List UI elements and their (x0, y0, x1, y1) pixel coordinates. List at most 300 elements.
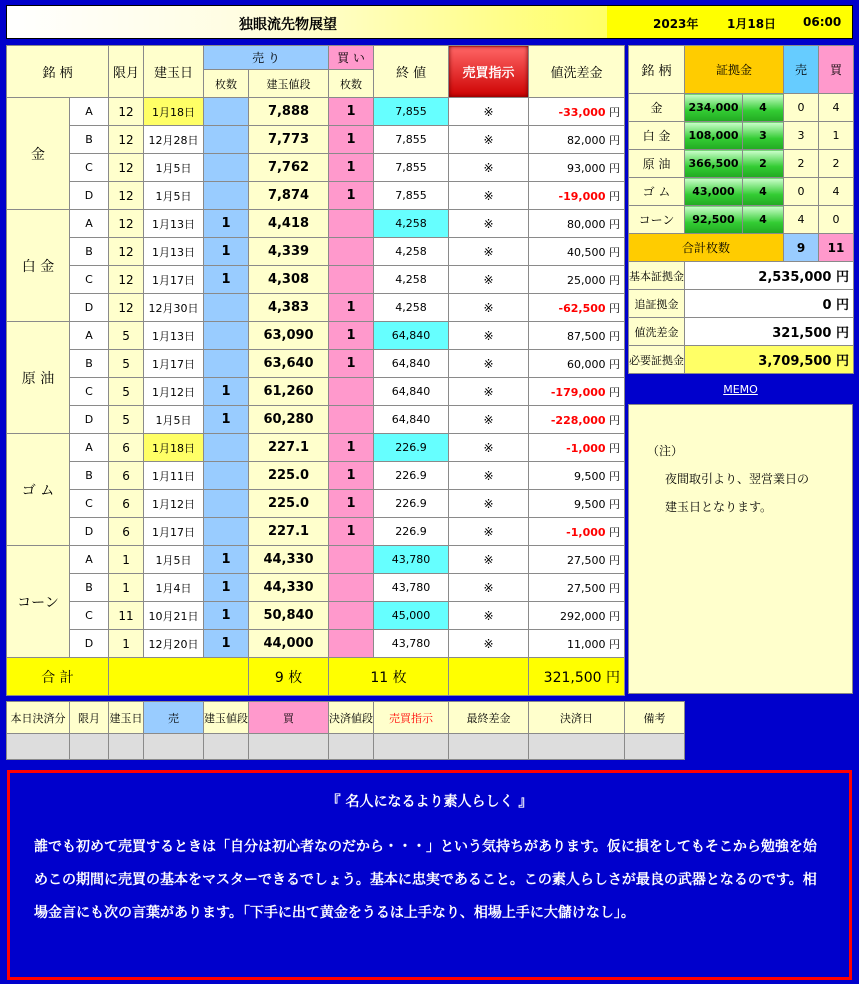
total-label: 合 計 (7, 658, 109, 696)
sub-label: C (70, 266, 109, 294)
buy-lots: 1 (329, 294, 374, 322)
buy-lots: 1 (329, 434, 374, 462)
mark-to-market-diff: 27,500 円 (529, 574, 625, 602)
table-row (7, 518, 625, 546)
margin-lots: 4 (743, 178, 784, 206)
position-price: 7,773 (249, 126, 329, 154)
sub-label: A (70, 210, 109, 238)
sub-label: C (70, 154, 109, 182)
col-header-sell-lots: 枚数 (204, 70, 249, 98)
sell-lots: 1 (204, 574, 249, 602)
table-row (7, 490, 625, 518)
trade-signal: ※ (449, 322, 529, 350)
total-sell: 9 枚 (249, 658, 329, 696)
mark-to-market-diff: 292,000 円 (529, 602, 625, 630)
position-price: 50,840 (249, 602, 329, 630)
sub-label: B (70, 238, 109, 266)
margin-lots: 2 (743, 150, 784, 178)
margin-row (629, 150, 854, 178)
summary-row (629, 262, 854, 290)
closing-price: 4,258 (374, 266, 449, 294)
settlement-empty-cell (529, 734, 625, 760)
mark-to-market-diff: -19,000 円 (529, 182, 625, 210)
message-box (7, 770, 852, 980)
sub-label: B (70, 574, 109, 602)
mark-to-market-diff: 11,000 円 (529, 630, 625, 658)
sell-lots (204, 126, 249, 154)
margin-lots: 3 (743, 122, 784, 150)
table-row (7, 378, 625, 406)
closing-price: 64,840 (374, 350, 449, 378)
header-time: 06:00 (803, 15, 842, 29)
buy-lots (329, 378, 374, 406)
table-row (7, 294, 625, 322)
position-date: 1月18日 (144, 98, 204, 126)
margin-amount: 43,000 (685, 178, 743, 206)
closing-price: 7,855 (374, 182, 449, 210)
table-row (7, 154, 625, 182)
settlement-header: 最終差金 (449, 702, 529, 734)
table-row (7, 434, 625, 462)
settlement-header: 売 (144, 702, 204, 734)
total-diff: 321,500 (543, 669, 602, 686)
position-date: 1月13日 (144, 210, 204, 238)
trade-signal: ※ (449, 266, 529, 294)
trade-signal: ※ (449, 378, 529, 406)
position-price: 4,308 (249, 266, 329, 294)
settlement-empty-cell (249, 734, 329, 760)
settlement-header: 限月 (70, 702, 109, 734)
buy-lots (329, 210, 374, 238)
sell-lots (204, 434, 249, 462)
table-row (7, 350, 625, 378)
trade-signal: ※ (449, 406, 529, 434)
position-date: 1月13日 (144, 238, 204, 266)
sell-lots: 1 (204, 266, 249, 294)
settlement-empty-cell (109, 734, 144, 760)
mark-to-market-diff: 9,500 円 (529, 462, 625, 490)
position-price: 225.0 (249, 490, 329, 518)
contract-month: 6 (109, 518, 144, 546)
contract-month: 12 (109, 182, 144, 210)
margin-row (629, 178, 854, 206)
position-date: 12月30日 (144, 294, 204, 322)
table-row (7, 182, 625, 210)
mark-to-market-diff: 87,500 円 (529, 322, 625, 350)
buy-lots: 1 (329, 126, 374, 154)
trade-signal: ※ (449, 350, 529, 378)
contract-month: 12 (109, 238, 144, 266)
trade-signal: ※ (449, 294, 529, 322)
memo-panel (628, 380, 853, 696)
col-header-buy-lots: 枚数 (329, 70, 374, 98)
closing-price: 4,258 (374, 294, 449, 322)
position-date: 1月17日 (144, 350, 204, 378)
col-header-price: 建玉値段 (249, 70, 329, 98)
margin-commodity: ゴ ム (629, 178, 685, 206)
buy-lots (329, 266, 374, 294)
sub-label: D (70, 518, 109, 546)
position-price: 7,888 (249, 98, 329, 126)
position-date: 1月13日 (144, 322, 204, 350)
position-date: 1月5日 (144, 406, 204, 434)
sell-lots: 1 (204, 378, 249, 406)
summary-value: 0 円 (685, 290, 854, 318)
trade-signal: ※ (449, 546, 529, 574)
col-header-shiji: 売買指示 (449, 46, 529, 98)
sell-lots (204, 294, 249, 322)
position-date: 1月12日 (144, 490, 204, 518)
sell-lots (204, 518, 249, 546)
buy-lots: 1 (329, 322, 374, 350)
message-title: 『 名人になるより素人らしく 』 (326, 794, 533, 810)
settlement-header: 建玉値段 (204, 702, 249, 734)
position-price: 4,418 (249, 210, 329, 238)
mark-to-market-diff: -228,000 円 (529, 406, 625, 434)
position-date: 12月20日 (144, 630, 204, 658)
settlement-header: 本日決済分 (7, 702, 70, 734)
sell-lots (204, 350, 249, 378)
sub-label: D (70, 182, 109, 210)
summary-value: 321,500 円 (685, 318, 854, 346)
total-lots-buy: 11 (819, 234, 854, 262)
contract-month: 1 (109, 546, 144, 574)
buy-lots (329, 574, 374, 602)
contract-month: 5 (109, 322, 144, 350)
contract-month: 1 (109, 574, 144, 602)
buy-lots (329, 602, 374, 630)
sell-lots (204, 182, 249, 210)
closing-price: 226.9 (374, 434, 449, 462)
closing-price: 43,780 (374, 574, 449, 602)
position-price: 7,762 (249, 154, 329, 182)
trade-signal: ※ (449, 98, 529, 126)
margin-commodity: 金 (629, 94, 685, 122)
position-price: 4,383 (249, 294, 329, 322)
buy-lots (329, 238, 374, 266)
summary-label: 基本証拠金 (629, 262, 685, 290)
margin-row (629, 206, 854, 234)
table-row (7, 406, 625, 434)
settlement-empty-cell (625, 734, 685, 760)
buy-lots (329, 546, 374, 574)
position-price: 63,090 (249, 322, 329, 350)
trade-signal: ※ (449, 182, 529, 210)
contract-month: 11 (109, 602, 144, 630)
memo-link[interactable]: MEMO (723, 383, 758, 396)
settlement-header: 売買指示 (374, 702, 449, 734)
settlement-empty-cell (7, 734, 70, 760)
position-date: 1月5日 (144, 182, 204, 210)
margin-row (629, 122, 854, 150)
summary-value: 3,709,500 円 (685, 346, 854, 374)
settlement-table (6, 701, 854, 760)
mark-to-market-diff: -1,000 円 (529, 434, 625, 462)
buy-lots: 1 (329, 154, 374, 182)
margin-buy: 0 (819, 206, 854, 234)
margin-amount: 108,000 (685, 122, 743, 150)
sell-lots (204, 154, 249, 182)
mark-to-market-diff: -33,000 円 (529, 98, 625, 126)
commodity-name: 白 金 (7, 210, 70, 322)
contract-month: 12 (109, 294, 144, 322)
trade-signal: ※ (449, 602, 529, 630)
sell-lots (204, 490, 249, 518)
commodity-name: ゴ ム (7, 434, 70, 546)
position-price: 225.0 (249, 462, 329, 490)
col-header-uri: 売 り (204, 46, 329, 70)
position-price: 60,280 (249, 406, 329, 434)
sell-lots: 1 (204, 406, 249, 434)
position-date: 12月28日 (144, 126, 204, 154)
contract-month: 6 (109, 434, 144, 462)
buy-lots: 1 (329, 98, 374, 126)
sell-lots (204, 462, 249, 490)
summary-row (629, 346, 854, 374)
margin-sell: 3 (784, 122, 819, 150)
margin-sell: 0 (784, 178, 819, 206)
table-row (7, 462, 625, 490)
sell-lots (204, 98, 249, 126)
side-header-kai: 買 (819, 46, 854, 94)
trade-signal: ※ (449, 154, 529, 182)
margin-table (628, 45, 854, 374)
sub-label: B (70, 462, 109, 490)
settlement-empty-cell (329, 734, 374, 760)
buy-lots: 1 (329, 350, 374, 378)
sub-label: A (70, 434, 109, 462)
page-title: 独眼流先物展望 (239, 17, 337, 33)
side-header-uri: 売 (784, 46, 819, 94)
contract-month: 5 (109, 378, 144, 406)
position-date: 1月4日 (144, 574, 204, 602)
buy-lots (329, 406, 374, 434)
contract-month: 12 (109, 210, 144, 238)
table-row (7, 210, 625, 238)
contract-month: 5 (109, 350, 144, 378)
sub-label: C (70, 490, 109, 518)
position-date: 1月5日 (144, 154, 204, 182)
trade-signal: ※ (449, 490, 529, 518)
margin-lots: 4 (743, 206, 784, 234)
summary-label: 追証拠金 (629, 290, 685, 318)
closing-price: 4,258 (374, 238, 449, 266)
settlement-header: 決済値段 (329, 702, 374, 734)
commodity-name: コーン (7, 546, 70, 658)
position-price: 227.1 (249, 518, 329, 546)
contract-month: 12 (109, 266, 144, 294)
contract-month: 6 (109, 462, 144, 490)
settlement-empty-cell (204, 734, 249, 760)
mark-to-market-diff: -62,500 円 (529, 294, 625, 322)
closing-price: 64,840 (374, 406, 449, 434)
sub-label: D (70, 630, 109, 658)
sub-label: C (70, 602, 109, 630)
sub-label: A (70, 546, 109, 574)
settlement-empty-cell (374, 734, 449, 760)
commodity-name: 原 油 (7, 322, 70, 434)
total-lots-label: 合計枚数 (629, 234, 784, 262)
col-header-tategyokubi: 建玉日 (144, 46, 204, 98)
mark-to-market-diff: 82,000 円 (529, 126, 625, 154)
margin-buy: 2 (819, 150, 854, 178)
buy-lots: 1 (329, 462, 374, 490)
margin-commodity: 白 金 (629, 122, 685, 150)
table-row (7, 238, 625, 266)
summary-value: 2,535,000 円 (685, 262, 854, 290)
margin-buy: 4 (819, 178, 854, 206)
closing-price: 43,780 (374, 630, 449, 658)
mark-to-market-diff: -1,000 円 (529, 518, 625, 546)
mark-to-market-diff: 25,000 円 (529, 266, 625, 294)
margin-sell: 0 (784, 94, 819, 122)
closing-price: 226.9 (374, 462, 449, 490)
closing-price: 4,258 (374, 210, 449, 238)
settlement-header: 備考 (625, 702, 685, 734)
position-price: 61,260 (249, 378, 329, 406)
summary-label: 必要証拠金 (629, 346, 685, 374)
mark-to-market-diff: 93,000 円 (529, 154, 625, 182)
position-price: 4,339 (249, 238, 329, 266)
trade-signal: ※ (449, 126, 529, 154)
position-price: 227.1 (249, 434, 329, 462)
col-header-nearai: 値洗差金 (529, 46, 625, 98)
position-price: 44,330 (249, 574, 329, 602)
position-date: 1月11日 (144, 462, 204, 490)
header-date: 1月18日 (727, 17, 777, 31)
summary-row (629, 318, 854, 346)
summary-row (629, 290, 854, 318)
contract-month: 12 (109, 98, 144, 126)
contract-month: 5 (109, 406, 144, 434)
buy-lots: 1 (329, 490, 374, 518)
col-header-owarine: 終 値 (374, 46, 449, 98)
settlement-empty-cell (144, 734, 204, 760)
buy-lots: 1 (329, 518, 374, 546)
margin-lots: 4 (743, 94, 784, 122)
table-row (7, 126, 625, 154)
mark-to-market-diff: 9,500 円 (529, 490, 625, 518)
sub-label: B (70, 350, 109, 378)
closing-price: 45,000 (374, 602, 449, 630)
sub-label: A (70, 98, 109, 126)
buy-lots: 1 (329, 182, 374, 210)
sub-label: D (70, 294, 109, 322)
closing-price: 7,855 (374, 154, 449, 182)
settlement-header: 決済日 (529, 702, 625, 734)
position-date: 1月17日 (144, 266, 204, 294)
table-row (7, 574, 625, 602)
mark-to-market-diff: -179,000 円 (529, 378, 625, 406)
col-header-gengetsu: 限月 (109, 46, 144, 98)
margin-amount: 234,000 (685, 94, 743, 122)
trade-signal: ※ (449, 210, 529, 238)
side-header-meigara: 銘 柄 (629, 46, 685, 94)
table-row (7, 98, 625, 126)
mark-to-market-diff: 60,000 円 (529, 350, 625, 378)
trade-signal: ※ (449, 518, 529, 546)
trade-signal: ※ (449, 630, 529, 658)
position-price: 44,330 (249, 546, 329, 574)
table-row (7, 602, 625, 630)
closing-price: 43,780 (374, 546, 449, 574)
position-date: 1月17日 (144, 518, 204, 546)
sell-lots: 1 (204, 602, 249, 630)
memo-note-label: （注） (647, 444, 684, 458)
contract-month: 6 (109, 490, 144, 518)
settlement-empty-cell (70, 734, 109, 760)
sub-label: D (70, 406, 109, 434)
buy-lots (329, 630, 374, 658)
memo-line-1: 夜間取引より、翌営業日の (665, 472, 810, 486)
total-buy: 11 枚 (329, 658, 449, 696)
margin-sell: 2 (784, 150, 819, 178)
margin-commodity: 原 油 (629, 150, 685, 178)
margin-amount: 366,500 (685, 150, 743, 178)
position-date: 1月18日 (144, 434, 204, 462)
mark-to-market-diff: 27,500 円 (529, 546, 625, 574)
table-row (7, 266, 625, 294)
settlement-header: 買 (249, 702, 329, 734)
sell-lots: 1 (204, 238, 249, 266)
trade-signal: ※ (449, 434, 529, 462)
position-price: 44,000 (249, 630, 329, 658)
table-row (7, 630, 625, 658)
contract-month: 12 (109, 154, 144, 182)
position-date: 1月5日 (144, 546, 204, 574)
closing-price: 226.9 (374, 518, 449, 546)
trade-signal: ※ (449, 462, 529, 490)
position-price: 7,874 (249, 182, 329, 210)
margin-commodity: コーン (629, 206, 685, 234)
closing-price: 7,855 (374, 98, 449, 126)
positions-table: 銘 柄 限月 建玉日 売 り 買 い 終 値 売買指示 値洗差金 枚数 建玉値段 枚数 金 A 12 1月18日 7,888 1 7,855 ※ -33,000 円 B 12 12月28日 7,773 1 7,855 ※ 82,000 円 C 12 1月5日 7,762 1 7,855 ※ 93,000 円 D 12 1月5日 7,874 1 7,855 ※ -19,000 円 白 金 A 12 1月13日 1 4,418 4,258 ※ 80,000 円 B 12 1月13日 1 4,339 4,258 ※ 40,500 円 C 12 1月17日 1 4,308 4,258 ※ 25,000 円 D 12 12月30日 4,383 1 4,258 ※ -62,500 円 原 油 A 5 1月13日 63,090 1 64,840 ※ 87,500 円 B 5 1月17日 63,640 1 64,840 ※ 60,000 円 C 5 1月12日 1 61,260 64,840 ※ -179,000 円 D 5 1月5日 1 60,280 64,840 ※ -228,000 円 ゴ ム A 6 1月18日 227.1 1 226.9 ※ -1,000 円 B 6 1月11日 225.0 1 226.9 ※ 9,500 円 C 6 1月12日 225.0 1 226.9 ※ 9,500 円 D 6 1月17日 227.1 1 226.9 ※ -1,000 円 コーン A 1 1月5日 1 44,330 43,780 ※ 27,500 円 B 1 1月4日 1 44,330 43,780 ※ 27,500 円 C 11 10月21日 1 50,840 45,000 ※ 292,000 円 D 1 12月20日 1 44,000 43,780 ※ 11,000 円 合 計 9 枚 11 枚 321,500 円 (6, 45, 625, 696)
message-body: 誰でも初めて売買するときは「自分は初心者なのだから・・・」という気持ちがあります。仮に損をしてもそこから勉強を始めこの期間に売買の基本をマスターできるでしょう。基本に忠実であること。この素人らしさが最良の武器となるのです。相場金言にも次の言葉があります。「下手に出て黄金をうるは上手なり、相場上手に大儲けなし」。 (34, 839, 817, 921)
table-row (7, 322, 625, 350)
col-header-kai: 買 い (329, 46, 374, 70)
sub-label: B (70, 126, 109, 154)
table-row (7, 546, 625, 574)
summary-label: 値洗差金 (629, 318, 685, 346)
title-bar (6, 5, 853, 39)
margin-sell: 4 (784, 206, 819, 234)
header-year: 2023年 (653, 17, 699, 31)
side-header-shokokin: 証拠金 (685, 46, 784, 94)
trade-signal: ※ (449, 238, 529, 266)
contract-month: 1 (109, 630, 144, 658)
closing-price: 64,840 (374, 322, 449, 350)
margin-buy: 1 (819, 122, 854, 150)
closing-price: 64,840 (374, 378, 449, 406)
margin-buy: 4 (819, 94, 854, 122)
trade-signal: ※ (449, 574, 529, 602)
col-header-meigara: 銘 柄 (7, 46, 109, 98)
mark-to-market-diff: 40,500 円 (529, 238, 625, 266)
sell-lots: 1 (204, 210, 249, 238)
position-date: 1月12日 (144, 378, 204, 406)
position-date: 10月21日 (144, 602, 204, 630)
sub-label: A (70, 322, 109, 350)
sell-lots: 1 (204, 630, 249, 658)
closing-price: 226.9 (374, 490, 449, 518)
contract-month: 12 (109, 126, 144, 154)
settlement-empty-cell (449, 734, 529, 760)
memo-line-2: 建玉日となります。 (665, 500, 773, 514)
sub-label: C (70, 378, 109, 406)
total-lots-sell: 9 (784, 234, 819, 262)
settlement-header: 建玉日 (109, 702, 144, 734)
sell-lots: 1 (204, 546, 249, 574)
